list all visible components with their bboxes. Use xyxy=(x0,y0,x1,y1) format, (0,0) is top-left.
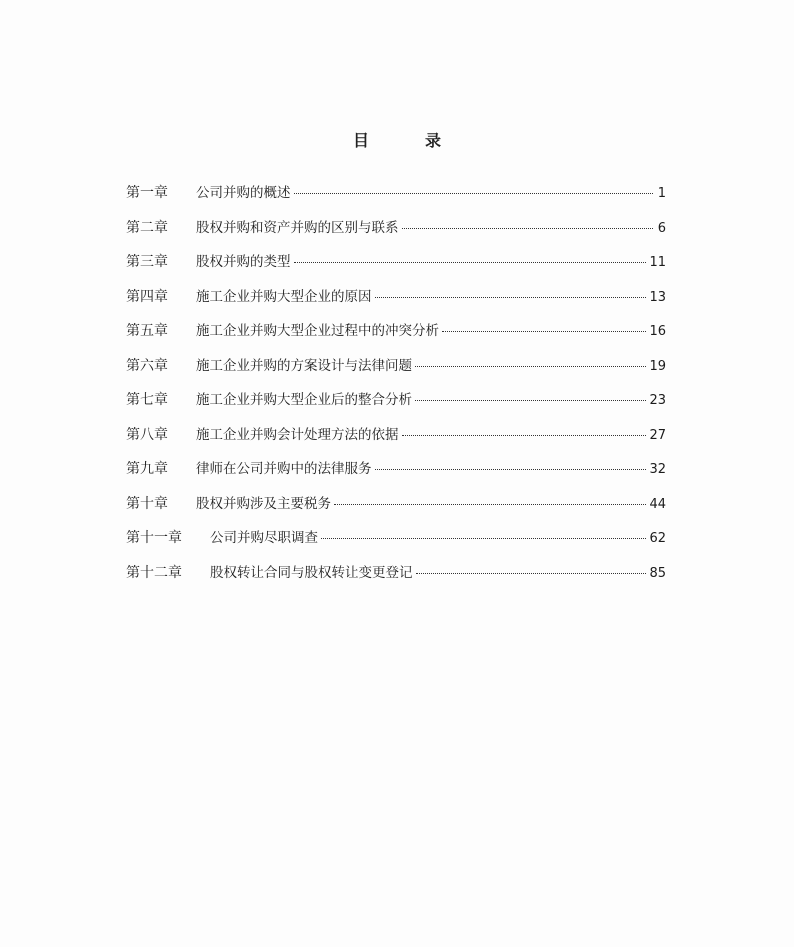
chapter-number: 第九章 xyxy=(126,461,168,477)
toc-entry[interactable] xyxy=(126,527,666,562)
page-number: 32 xyxy=(649,462,666,477)
chapter-title: 股权转让合同与股权转让变更登记 xyxy=(210,564,413,581)
chapter-number: 第五章 xyxy=(126,323,168,339)
page-number: 23 xyxy=(649,393,666,408)
page-number: 6 xyxy=(657,220,666,236)
chapter-number: 第六章 xyxy=(126,357,168,374)
toc-entry[interactable] xyxy=(126,217,666,252)
toc-entry[interactable] xyxy=(126,458,666,493)
toc-entry[interactable] xyxy=(126,251,666,286)
chapter-number: 第四章 xyxy=(126,288,168,305)
page-number: 85 xyxy=(649,565,666,581)
page-number: 11 xyxy=(649,255,666,270)
chapter-number: 第七章 xyxy=(126,392,168,408)
chapter-number: 第二章 xyxy=(126,219,168,236)
page-number: 62 xyxy=(649,531,666,546)
toc-entry[interactable] xyxy=(126,389,666,424)
chapter-title: 施工企业并购大型企业后的整合分析 xyxy=(196,392,412,408)
chapter-title: 股权并购的类型 xyxy=(196,254,291,270)
page-number: 13 xyxy=(649,289,666,305)
dot-leader xyxy=(375,296,647,298)
toc-entry[interactable] xyxy=(126,286,666,321)
chapter-title: 公司并购的概述 xyxy=(196,185,291,201)
dot-leader xyxy=(334,503,646,505)
dot-leader xyxy=(415,399,646,401)
chapter-title: 施工企业并购大型企业过程中的冲突分析 xyxy=(196,323,439,339)
dot-leader xyxy=(442,330,646,332)
dot-leader xyxy=(375,468,647,470)
dot-leader xyxy=(402,227,654,229)
chapter-title: 施工企业并购会计处理方法的依据 xyxy=(196,426,399,443)
toc-entry[interactable] xyxy=(126,320,666,355)
page-number: 27 xyxy=(649,427,666,443)
toc-entry[interactable] xyxy=(126,182,666,217)
page-number: 1 xyxy=(657,186,666,201)
dot-leader xyxy=(294,192,654,194)
chapter-number: 第三章 xyxy=(126,254,168,270)
toc-entry[interactable] xyxy=(126,355,666,390)
chapter-number: 第十章 xyxy=(126,495,168,512)
chapter-number: 第一章 xyxy=(126,185,168,201)
toc-heading: 目 录 xyxy=(352,131,461,150)
toc-list xyxy=(126,182,666,596)
chapter-title: 律师在公司并购中的法律服务 xyxy=(196,461,372,477)
dot-leader xyxy=(416,572,647,574)
page-number: 16 xyxy=(649,324,666,339)
chapter-number: 第十二章 xyxy=(126,564,182,581)
chapter-title: 施工企业并购的方案设计与法律问题 xyxy=(196,357,412,374)
toc-entry[interactable] xyxy=(126,424,666,459)
chapter-number: 第八章 xyxy=(126,426,168,443)
chapter-title: 施工企业并购大型企业的原因 xyxy=(196,288,372,305)
toc-entry[interactable] xyxy=(126,493,666,528)
dot-leader xyxy=(402,434,647,436)
chapter-title: 股权并购和资产并购的区别与联系 xyxy=(196,219,399,236)
chapter-title: 公司并购尽职调查 xyxy=(210,530,318,546)
toc-entry[interactable] xyxy=(126,562,666,597)
dot-leader xyxy=(321,537,646,539)
dot-leader xyxy=(294,261,647,263)
page-number: 44 xyxy=(649,496,666,512)
chapter-number: 第十一章 xyxy=(126,530,182,546)
page-number: 19 xyxy=(649,358,666,374)
dot-leader xyxy=(415,365,646,367)
chapter-title: 股权并购涉及主要税务 xyxy=(196,495,331,512)
